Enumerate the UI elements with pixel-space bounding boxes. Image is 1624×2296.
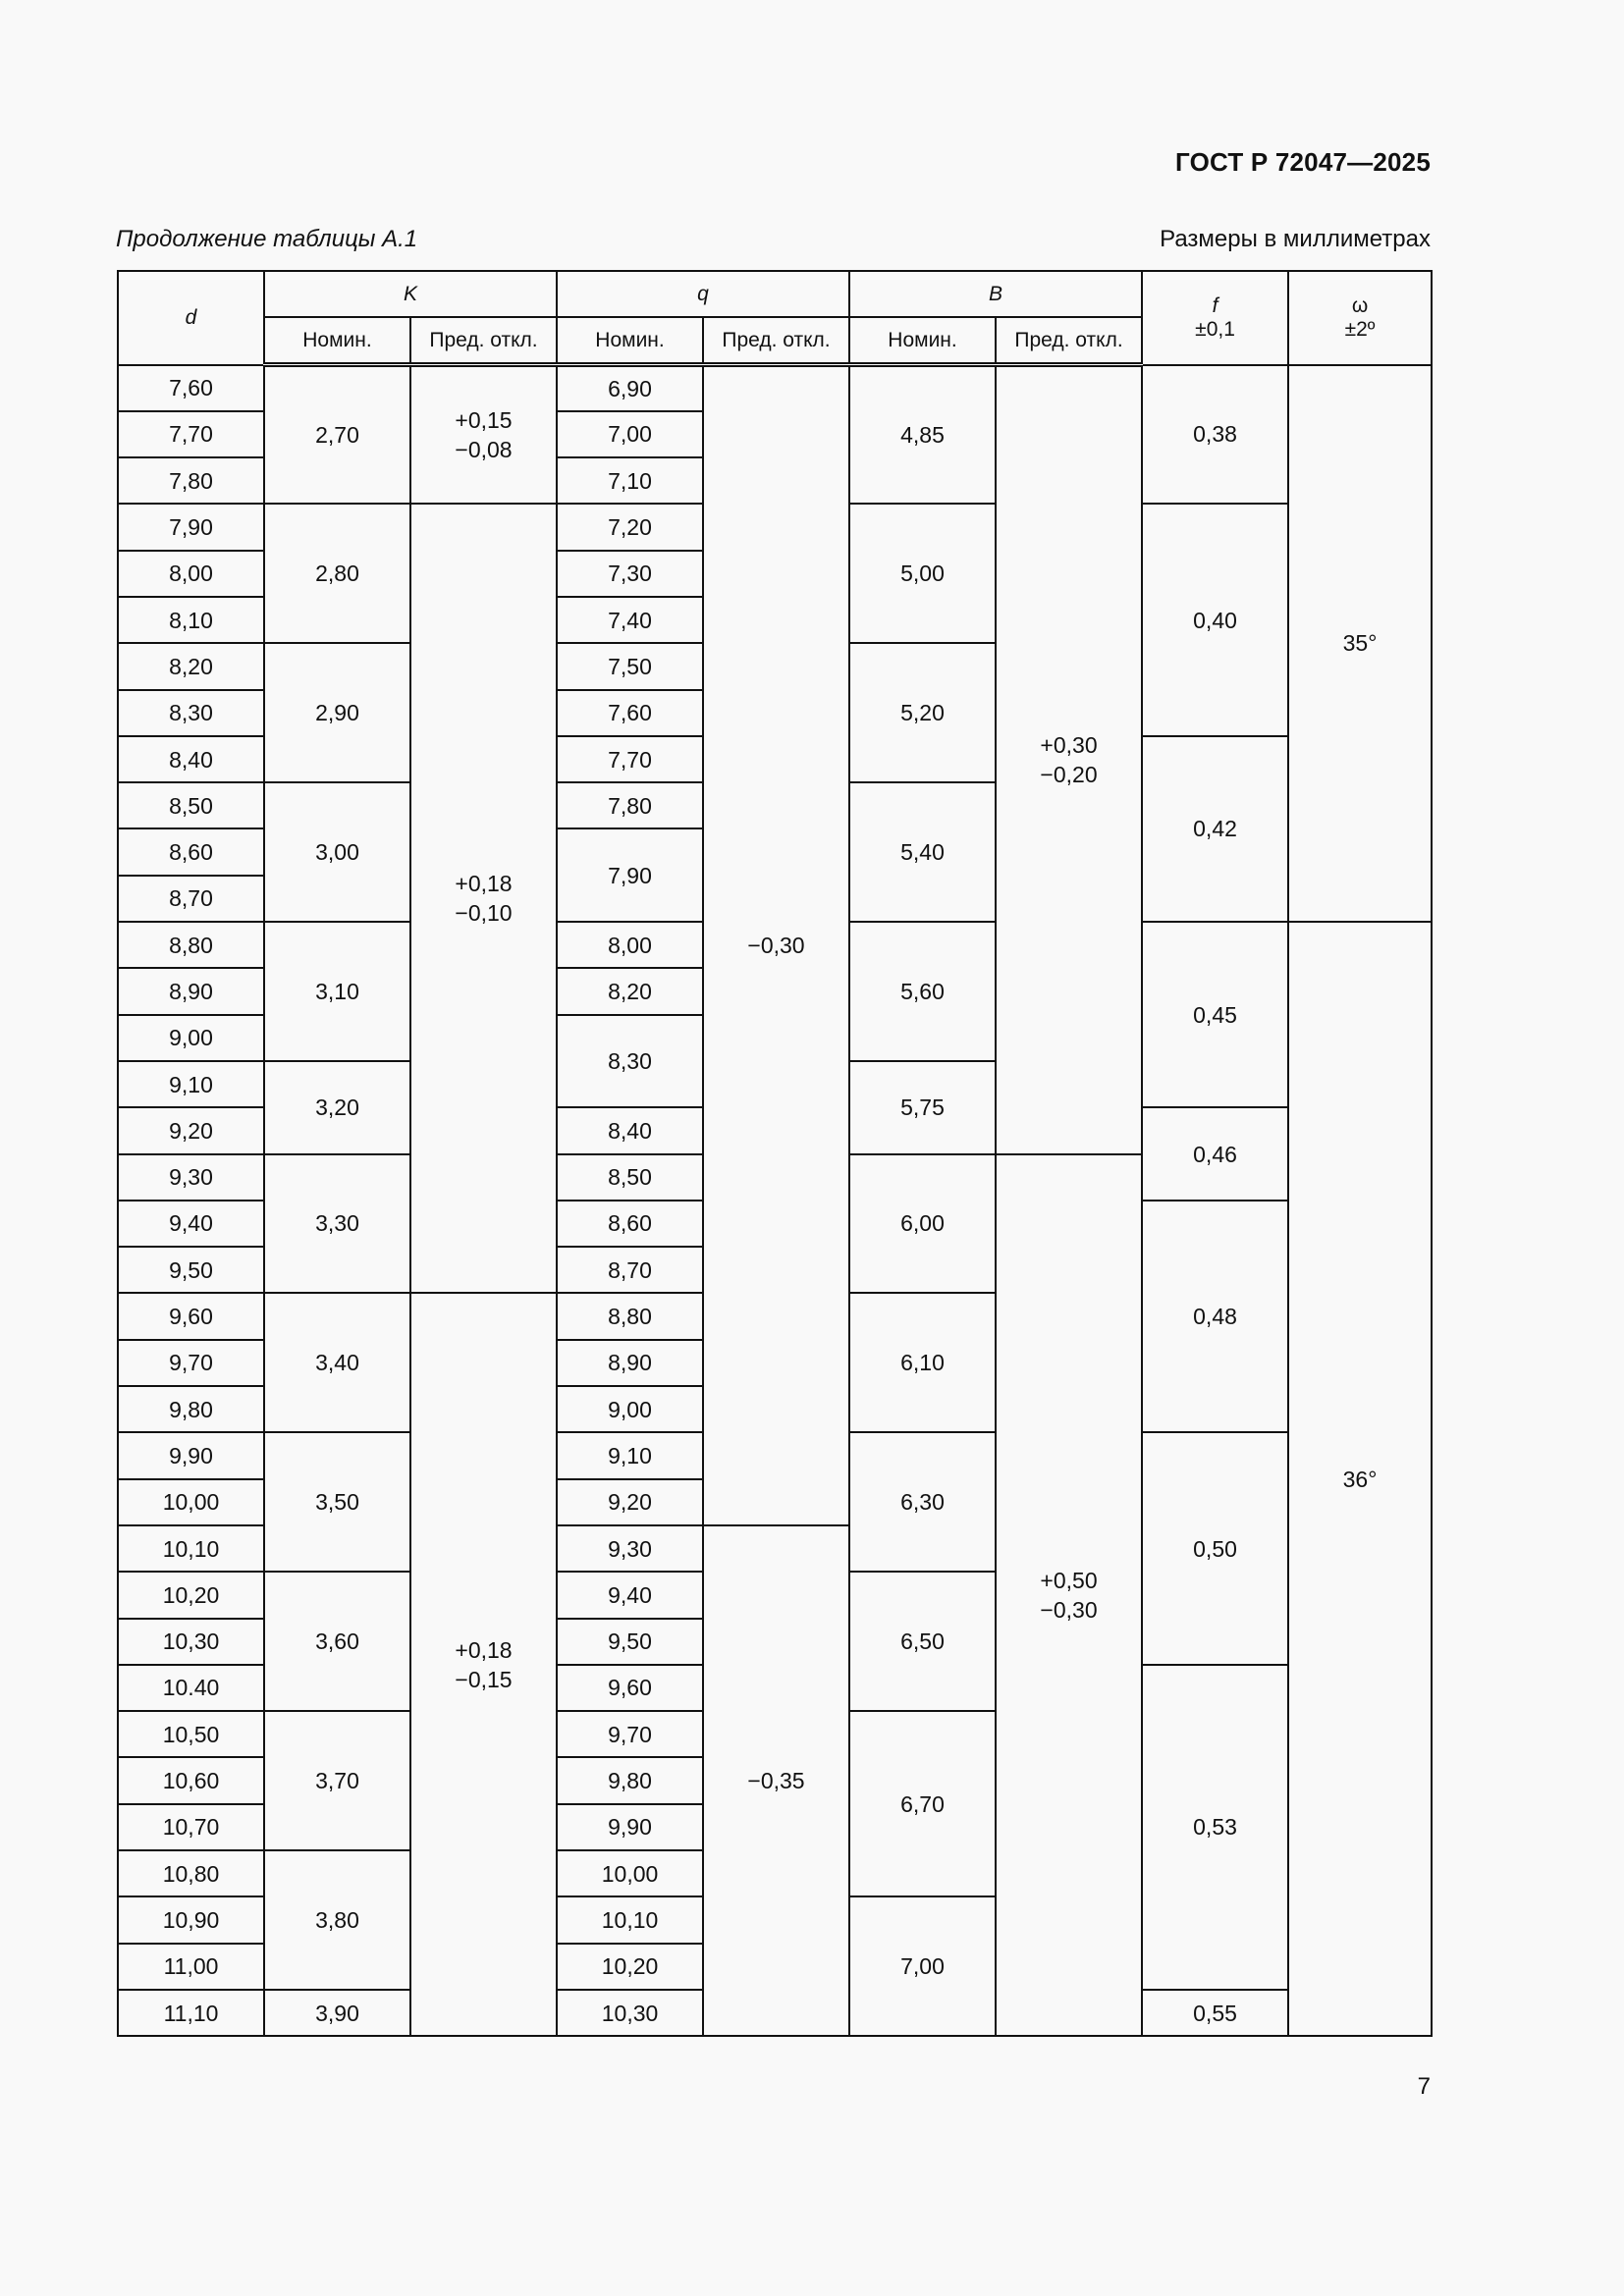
header-omega	[1288, 271, 1432, 365]
d-value: 7,60	[118, 365, 264, 411]
units-caption: Размеры в миллиметрах	[1160, 226, 1431, 252]
q-nominal: 6,90	[557, 365, 703, 411]
d-value: 9,40	[118, 1201, 264, 1247]
d-value: 10,50	[118, 1711, 264, 1757]
k-deviation-line: −0,08	[455, 437, 513, 463]
b-nominal: 5,60	[849, 922, 996, 1061]
f-value: 0,50	[1142, 1432, 1288, 1664]
k-nominal: 3,90	[264, 1990, 410, 2036]
q-nominal: 7,00	[557, 411, 703, 457]
header-omega-symbol: ω	[1351, 294, 1369, 317]
d-value: 9,10	[118, 1061, 264, 1107]
k-nominal: 2,80	[264, 504, 410, 643]
q-nominal: 8,80	[557, 1293, 703, 1339]
k-nominal: 2,90	[264, 643, 410, 782]
b-deviation	[996, 365, 1142, 1154]
f-value: 0,45	[1142, 922, 1288, 1107]
b-deviation-line: +0,30	[1040, 732, 1098, 759]
d-value: 8,40	[118, 736, 264, 782]
q-nominal: 8,60	[557, 1201, 703, 1247]
b-nominal: 5,75	[849, 1061, 996, 1154]
q-nominal: 9,70	[557, 1711, 703, 1757]
q-nominal: 8,40	[557, 1107, 703, 1153]
d-value: 9,50	[118, 1247, 264, 1293]
b-nominal: 6,30	[849, 1432, 996, 1572]
omega-value: 35°	[1288, 365, 1432, 923]
b-nominal: 5,20	[849, 643, 996, 782]
k-nominal: 3,00	[264, 782, 410, 922]
d-value: 11,00	[118, 1944, 264, 1990]
q-nominal: 7,20	[557, 504, 703, 550]
header-b: B	[849, 271, 1142, 317]
f-value: 0,42	[1142, 736, 1288, 922]
d-value: 9,30	[118, 1154, 264, 1201]
header-omega-tolerance: ±2º	[1344, 317, 1376, 341]
q-nominal: 7,40	[557, 597, 703, 643]
q-nominal: 8,30	[557, 1015, 703, 1108]
q-deviation: −0,35	[703, 1525, 849, 2036]
header-f-symbol: f	[1212, 294, 1218, 317]
q-nominal: 8,90	[557, 1340, 703, 1386]
document-code: ГОСТ Р 72047—2025	[1175, 147, 1431, 177]
table-caption: Продолжение таблицы А.1	[116, 226, 418, 252]
d-value: 9,80	[118, 1386, 264, 1432]
b-nominal: 5,00	[849, 504, 996, 643]
d-value: 10,20	[118, 1572, 264, 1618]
q-nominal: 10,00	[557, 1850, 703, 1896]
f-value: 0,40	[1142, 504, 1288, 735]
d-value: 10,80	[118, 1850, 264, 1896]
header-f-tolerance: ±0,1	[1195, 317, 1235, 341]
d-value: 7,70	[118, 411, 264, 457]
q-nominal: 9,60	[557, 1665, 703, 1711]
q-nominal: 8,70	[557, 1247, 703, 1293]
b-nominal: 6,10	[849, 1293, 996, 1432]
d-value: 9,00	[118, 1015, 264, 1061]
d-value: 9,90	[118, 1432, 264, 1478]
q-nominal: 7,80	[557, 782, 703, 828]
k-deviation-line: −0,10	[455, 900, 513, 927]
k-deviation-line: −0,15	[455, 1666, 513, 1692]
subheader-k-nom: Номин.	[264, 317, 410, 365]
d-value: 10,70	[118, 1804, 264, 1850]
d-value: 7,90	[118, 504, 264, 550]
f-value: 0,55	[1142, 1990, 1288, 2036]
d-value: 10,00	[118, 1479, 264, 1525]
header-q: q	[557, 271, 849, 317]
k-nominal: 3,20	[264, 1061, 410, 1154]
d-value: 10,30	[118, 1619, 264, 1665]
q-nominal: 7,70	[557, 736, 703, 782]
k-nominal: 3,80	[264, 1850, 410, 1990]
q-nominal: 9,20	[557, 1479, 703, 1525]
d-value: 11,10	[118, 1990, 264, 2036]
d-value: 10,60	[118, 1757, 264, 1803]
b-deviation-line: −0,30	[1040, 1596, 1098, 1623]
d-value: 8,70	[118, 876, 264, 922]
q-nominal: 9,80	[557, 1757, 703, 1803]
k-nominal: 3,30	[264, 1154, 410, 1294]
k-deviation-line: +0,18	[455, 871, 513, 897]
header-k: K	[264, 271, 557, 317]
q-nominal: 8,00	[557, 922, 703, 968]
subheader-q-nom: Номин.	[557, 317, 703, 365]
f-value: 0,38	[1142, 365, 1288, 505]
d-value: 9,70	[118, 1340, 264, 1386]
d-value: 7,80	[118, 457, 264, 504]
q-nominal: 9,40	[557, 1572, 703, 1618]
b-deviation-line: −0,20	[1040, 762, 1098, 788]
k-nominal: 3,70	[264, 1711, 410, 1850]
subheader-b-dev: Пред. откл.	[996, 317, 1142, 365]
subheader-b-nom: Номин.	[849, 317, 996, 365]
b-deviation	[996, 1154, 1142, 2037]
f-value: 0,46	[1142, 1107, 1288, 1201]
k-nominal: 3,50	[264, 1432, 410, 1572]
dimensions-table	[117, 270, 1433, 2037]
q-nominal: 8,20	[557, 968, 703, 1014]
k-deviation	[410, 365, 557, 505]
q-nominal: 7,10	[557, 457, 703, 504]
d-value: 8,20	[118, 643, 264, 689]
d-value: 8,00	[118, 551, 264, 597]
d-value: 8,90	[118, 968, 264, 1014]
q-nominal: 9,00	[557, 1386, 703, 1432]
page-number: 7	[1417, 2073, 1431, 2100]
q-nominal: 7,90	[557, 828, 703, 922]
d-value: 8,80	[118, 922, 264, 968]
d-value: 8,30	[118, 690, 264, 736]
k-nominal: 3,60	[264, 1572, 410, 1711]
k-deviation	[410, 1293, 557, 2036]
q-nominal: 9,10	[557, 1432, 703, 1478]
d-value: 10,10	[118, 1525, 264, 1572]
d-value: 8,60	[118, 828, 264, 875]
omega-value: 36°	[1288, 922, 1432, 2036]
q-nominal: 7,30	[557, 551, 703, 597]
q-nominal: 9,90	[557, 1804, 703, 1850]
table-row	[118, 365, 1432, 411]
d-value: 9,20	[118, 1107, 264, 1153]
d-value: 10,90	[118, 1896, 264, 1943]
b-nominal: 6,50	[849, 1572, 996, 1711]
header-d: d	[118, 271, 264, 365]
subheader-k-dev: Пред. откл.	[410, 317, 557, 365]
d-value: 9,60	[118, 1293, 264, 1339]
k-deviation-line: +0,18	[455, 1636, 513, 1663]
q-nominal: 8,50	[557, 1154, 703, 1201]
k-deviation-line: +0,15	[455, 407, 513, 434]
k-nominal: 3,10	[264, 922, 410, 1061]
q-nominal: 9,30	[557, 1525, 703, 1572]
d-value: 10.40	[118, 1665, 264, 1711]
k-nominal: 2,70	[264, 365, 410, 505]
d-value: 8,50	[118, 782, 264, 828]
f-value: 0,48	[1142, 1201, 1288, 1432]
f-value: 0,53	[1142, 1665, 1288, 1990]
b-nominal: 6,70	[849, 1711, 996, 1896]
q-nominal: 10,20	[557, 1944, 703, 1990]
b-nominal: 7,00	[849, 1896, 996, 2036]
q-nominal: 9,50	[557, 1619, 703, 1665]
k-nominal: 3,40	[264, 1293, 410, 1432]
header-f	[1142, 271, 1288, 365]
b-deviation-line: +0,50	[1040, 1567, 1098, 1593]
subheader-q-dev: Пред. откл.	[703, 317, 849, 365]
q-nominal: 10,30	[557, 1990, 703, 2036]
b-nominal: 5,40	[849, 782, 996, 922]
b-nominal: 4,85	[849, 365, 996, 505]
q-deviation: −0,30	[703, 365, 849, 1525]
q-nominal: 7,50	[557, 643, 703, 689]
q-nominal: 7,60	[557, 690, 703, 736]
d-value: 8,10	[118, 597, 264, 643]
b-nominal: 6,00	[849, 1154, 996, 1294]
table-body	[118, 365, 1432, 2037]
q-nominal: 10,10	[557, 1896, 703, 1943]
k-deviation	[410, 504, 557, 1293]
